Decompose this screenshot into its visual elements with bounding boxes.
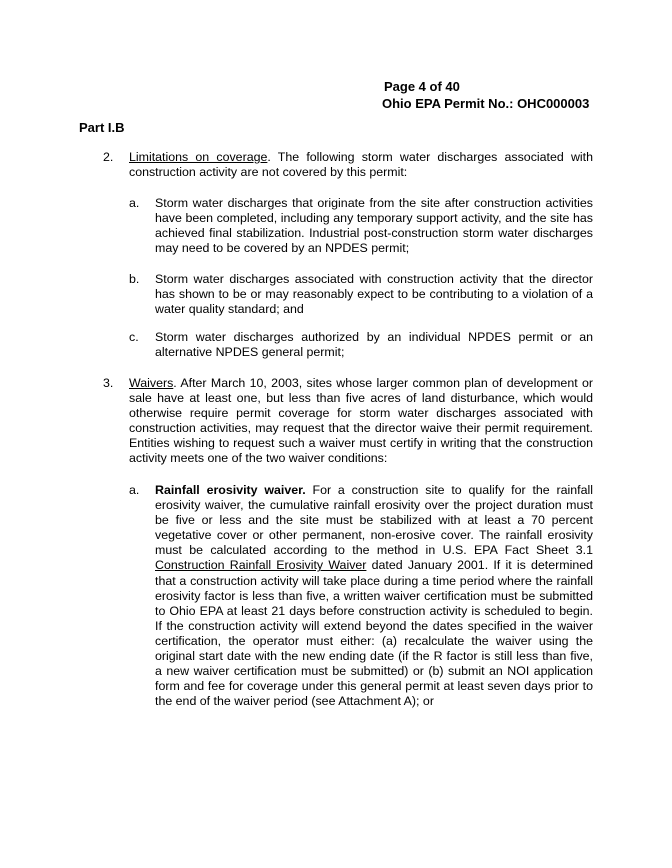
section-3-intro-text: . After March 10, 2003, sites whose larger common plan of development or sale have at least one, but less than five acres of land disturbance, which would otherwise require permit coverage for storm water discharges associated with construction activities, may request that the director waive their permit requirement. Entities wishing to request such a waiver must certify in writing that the construction activity meets one of the two waiver conditions: (129, 376, 593, 466)
section-3a-text-after: dated January 2001. If it is determined that a construction activity will take place during a time period where the rainfall erosivity factor is less than five, a written waiver certification must be submitted to Ohio EPA at least 21 days before construction activity is scheduled to begin. If the construction activity will extend beyond the dates specified in the waiver certification, the operator must either: (a) recalculate the waiver using the original start date with the new ending date (if the R factor is still less than five, a new waiver certification must be submitted) or (b) submit an NOI application form and fee for coverage under this general permit at least seven days prior to the end of the waiver period (see Attachment A); or (155, 558, 593, 709)
page-number: Page 4 of 40 (384, 79, 460, 94)
section-2a-text: Storm water discharges that originate from the site after construction activities have been completed, including any temporary support activity, and the site has achieved final stabilization. Industrial post-construction storm water discharges may need to be covered by an NPDES permit; (155, 196, 593, 256)
section-3a-text (155, 483, 593, 709)
permit-number: Ohio EPA Permit No.: OHC000003 (382, 96, 590, 111)
section-3-heading: Waivers (129, 376, 174, 390)
section-2-number: 2. (103, 150, 114, 164)
section-3a-letter: a. (129, 483, 140, 497)
page-header (382, 78, 589, 112)
section-3a-text-before: For a construction site to qualify for the rainfall erosivity waiver, the cumulative rainfall erosivity over the project duration must be five or less and the site must be stabilized with at least a 70 percent vegetative cover or other permanent, non-erosive cover. The rainfall erosivity must be calculated according to the method in U.S. EPA Fact Sheet 3.1 (155, 483, 593, 558)
section-2-intro-text: . The following storm water discharges associated with construction activity are not covered by this permit: (129, 150, 593, 180)
section-2-intro (129, 150, 593, 180)
section-2a-letter: a. (129, 196, 140, 210)
part-title: Part I.B (79, 120, 125, 135)
section-2c-text: Storm water discharges authorized by an individual NPDES permit or an alternative NPDES general permit; (155, 330, 593, 360)
section-2b-text: Storm water discharges associated with construction activity that the director has shown to be or may reasonably expect to be contributing to a violation of a water quality standard; and (155, 272, 593, 317)
section-3-number: 3. (103, 376, 114, 390)
section-3a-fact-sheet-ref: Construction Rainfall Erosivity Waiver (155, 558, 367, 573)
section-2-heading: Limitations on coverage (129, 150, 268, 164)
section-3-intro (129, 376, 593, 467)
section-3a-bold-heading: Rainfall erosivity waiver. (155, 483, 306, 497)
section-2c-letter: c. (129, 330, 139, 344)
section-2b-letter: b. (129, 272, 140, 286)
